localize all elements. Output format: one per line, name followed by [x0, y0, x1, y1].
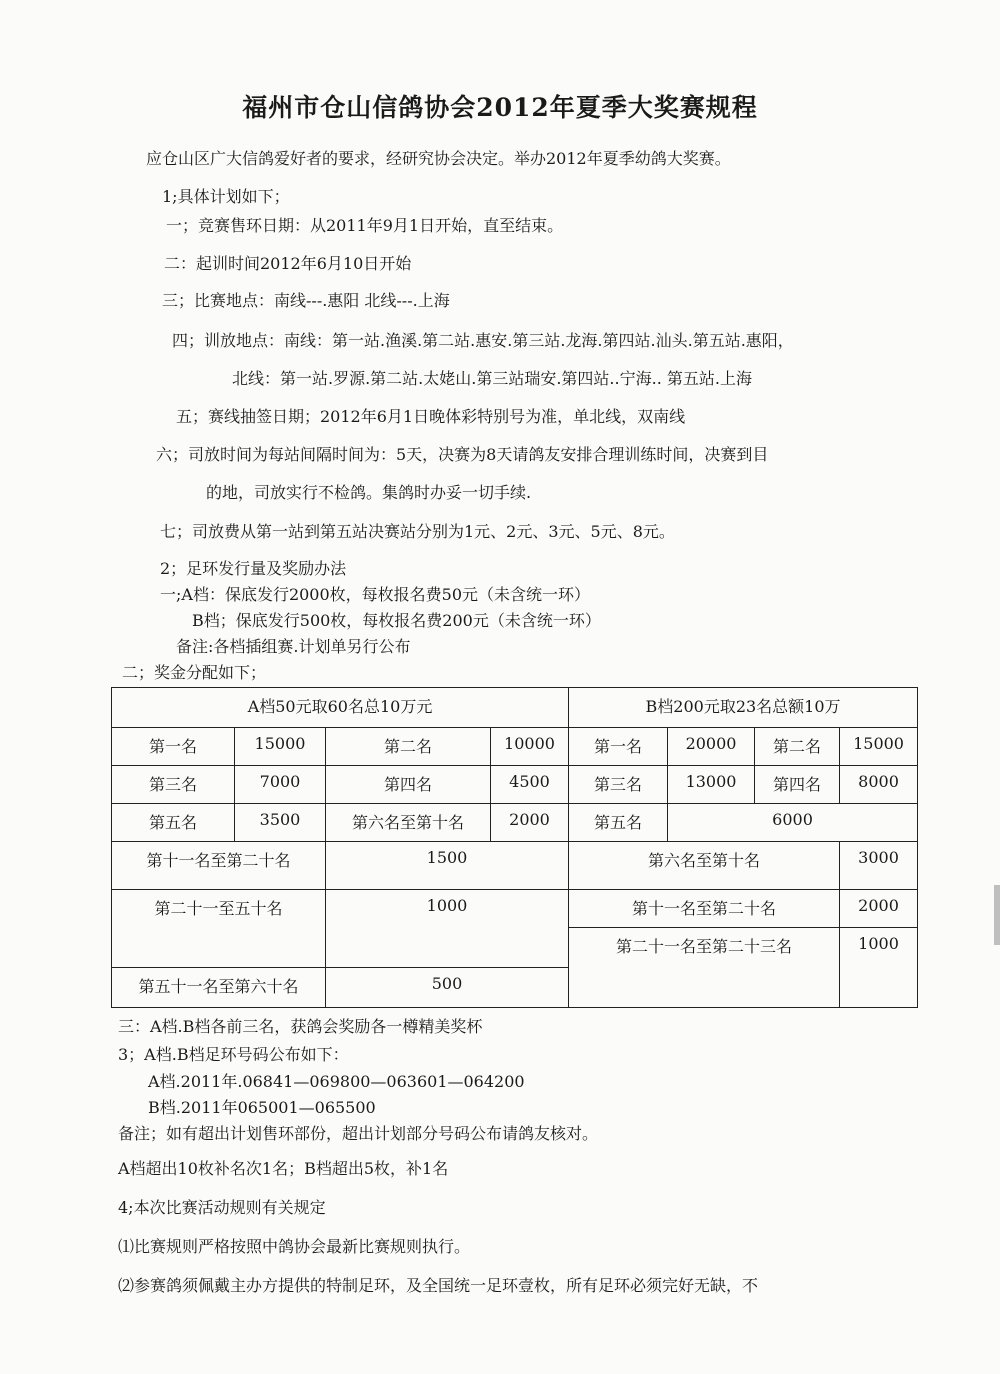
ring-remark: 备注:各档插组赛.计划单另行公布 [176, 637, 411, 656]
plan-item-4: 四；训放地点：南线：第一站.渔溪.第二站.惠安.第三站.龙海.第四站.汕头.第五站.惠阳， [172, 331, 794, 350]
section1-heading: 1;具体计划如下； [162, 187, 290, 206]
b-prize-value: 6000 [668, 804, 918, 842]
b-rank-label: 第一名 [569, 728, 668, 766]
ring-numbers-remark: 备注；如有超出计划售环部份，超出计划部分号码公布请鸽友核对。 [118, 1124, 599, 1143]
a-prize-value: 15000 [235, 728, 326, 766]
b-prize-value: 8000 [840, 766, 918, 804]
section4-heading: 4;本次比赛活动规则有关规定 [118, 1198, 326, 1217]
a-rank-label: 第四名 [326, 766, 491, 804]
a-prize-value: 7000 [235, 766, 326, 804]
a-prize-value: 3500 [235, 804, 326, 842]
scan-edge-mark [994, 885, 1000, 945]
b-rank-label: 第十一名至第二十名 [569, 890, 840, 928]
a-rank-label: 第三名 [112, 766, 235, 804]
plan-item-4-cont: 北线：第一站.罗源.第二站.太姥山.第三站瑞安.第四站..宁海.. 第五站.上海 [232, 369, 752, 388]
rule-item-1: ⑴比赛规则严格按照中鸽协会最新比赛规则执行。 [118, 1237, 471, 1256]
a-rank-label: 第十一名至第二十名 [112, 842, 326, 890]
a-prize-value: 1500 [326, 842, 569, 890]
b-prize-value: 2000 [840, 890, 918, 928]
a-rank-label: 第五十一名至第六十名 [112, 968, 326, 1008]
b-rank-label: 第二十一名至第二十三名 [569, 928, 840, 1008]
prize-distribution-heading: 二；奖金分配如下； [122, 663, 267, 682]
a-rank-label: 第二名 [326, 728, 491, 766]
bonus-rank-note: A档超出10枚补名次1名；B档超出5枚，补1名 [118, 1159, 449, 1178]
b-prize-value: 13000 [668, 766, 755, 804]
b-prize-value: 3000 [840, 842, 918, 890]
a-prize-value: 4500 [491, 766, 569, 804]
b-rank-label: 第三名 [569, 766, 668, 804]
plan-item-3: 三；比赛地点：南线---.惠阳 北线---.上海 [162, 291, 450, 310]
a-rank-label: 第五名 [112, 804, 235, 842]
ring-numbers-b: B档.2011年065001—065500 [148, 1098, 376, 1117]
ring-a-issue: 一;A档：保底发行2000枚，每枚报名费50元（未含统一环） [160, 585, 591, 604]
a-rank-label: 第六名至第十名 [326, 804, 491, 842]
ring-b-issue: B档；保底发行500枚，每枚报名费200元（未含统一环） [192, 611, 601, 630]
b-rank-label: 第四名 [755, 766, 840, 804]
a-prize-value: 2000 [491, 804, 569, 842]
rule-item-2: ⑵参赛鸽须佩戴主办方提供的特制足环，及全国统一足环壹枚，所有足环必须完好无缺，不 [118, 1276, 759, 1295]
a-prize-value: 1000 [326, 890, 569, 968]
plan-item-6: 六；司放时间为每站间隔时间为：5天，决赛为8天请鸽友安排合理训练时间，决赛到目 [156, 445, 769, 464]
a-rank-label: 第一名 [112, 728, 235, 766]
section2-heading: 2；足环发行量及奖励办法 [160, 559, 347, 578]
trophy-note: 三：A档.B档各前三名，获鸽会奖励各一樽精美奖杯 [118, 1017, 483, 1036]
b-tier-header: B档200元取23名总额10万 [569, 688, 918, 728]
plan-item-2: 二：起训时间2012年6月10日开始 [164, 254, 412, 273]
ring-numbers-heading: 3；A档.B档足环号码公布如下： [118, 1045, 349, 1064]
ring-numbers-a: A档.2011年.06841—069800—063601—064200 [148, 1072, 525, 1091]
b-rank-label: 第六名至第十名 [569, 842, 840, 890]
a-prize-value: 10000 [491, 728, 569, 766]
b-prize-value: 15000 [840, 728, 918, 766]
b-rank-label: 第五名 [569, 804, 668, 842]
b-prize-value: 20000 [668, 728, 755, 766]
intro-text: 应仓山区广大信鸽爱好者的要求，经研究协会决定。举办2012年夏季幼鸽大奖赛。 [146, 149, 731, 168]
prize-table [111, 687, 918, 1008]
a-prize-value: 500 [326, 968, 569, 1008]
document-title: 福州市仓山信鸽协会2012年夏季大奖赛规程 [242, 93, 758, 122]
plan-item-7: 七；司放费从第一站到第五站决赛站分别为1元、2元、3元、5元、8元。 [160, 522, 675, 541]
b-prize-value: 1000 [840, 928, 918, 1008]
b-rank-label: 第二名 [755, 728, 840, 766]
a-tier-header: A档50元取60名总10万元 [112, 688, 569, 728]
a-rank-label: 第二十一至五十名 [112, 890, 326, 968]
plan-item-1: 一；竞赛售环日期：从2011年9月1日开始，直至结束。 [166, 216, 564, 235]
plan-item-5: 五；赛线抽签日期；2012年6月1日晚体彩特别号为准，单北线，双南线 [176, 407, 686, 426]
plan-item-6-cont: 的地，司放实行不检鸽。集鸽时办妥一切手续. [206, 483, 532, 502]
